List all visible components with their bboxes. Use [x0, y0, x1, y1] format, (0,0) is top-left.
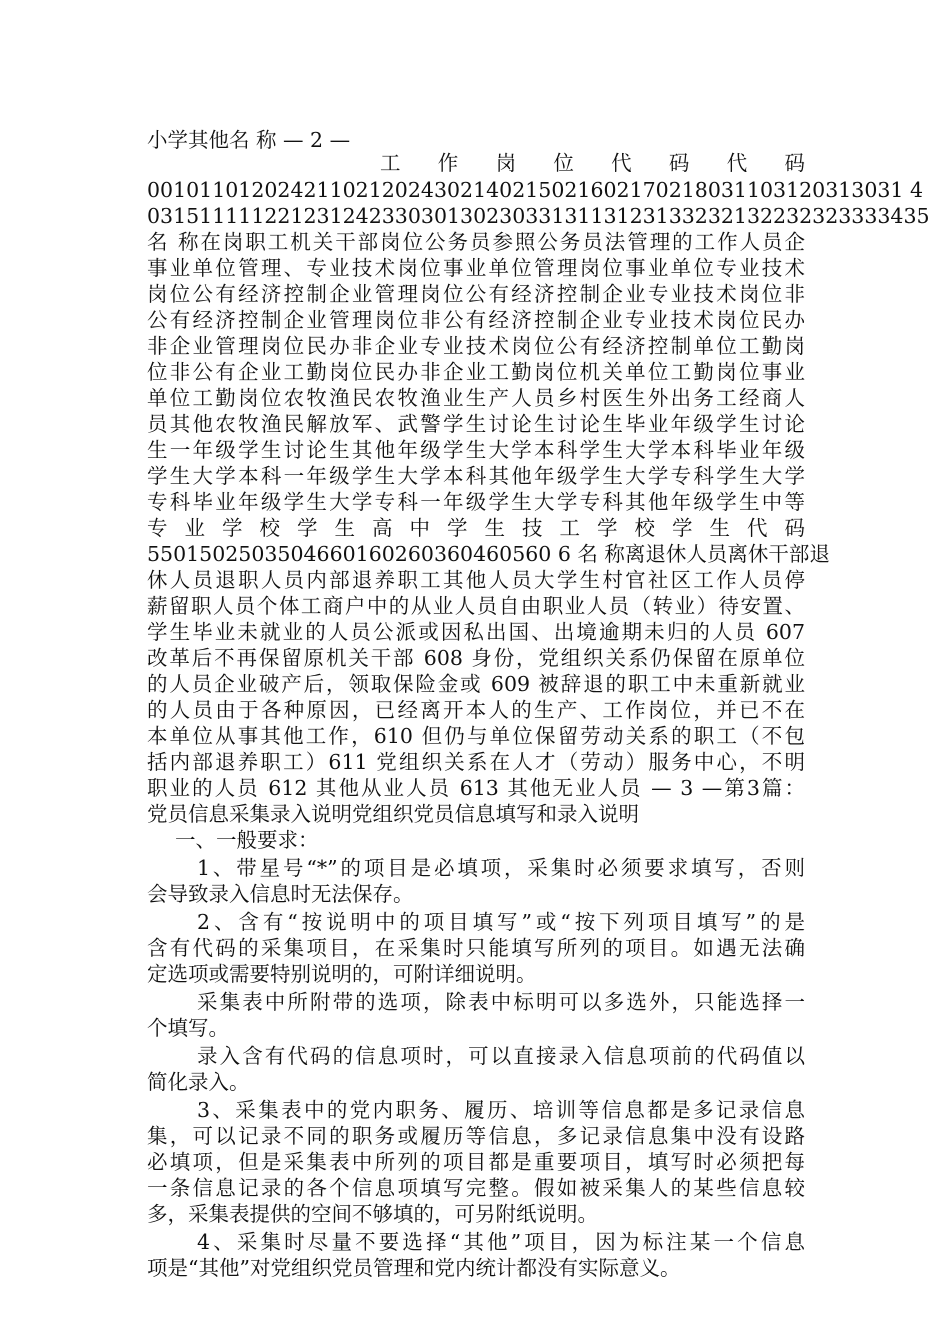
text-line: 岗位公有经济控制企业管理岗位公有经济控制企业专业技术岗位非	[147, 282, 805, 306]
text-line: 员其他农牧渔民解放军、武警学生讨论生讨论生毕业年级学生讨论	[147, 412, 805, 436]
paragraph-line: 4、采集时尽量不要选择“其他”项目，因为标注某一个信息	[197, 1230, 805, 1254]
table-header-line: 工 作 岗 位 代 码 代 码	[380, 151, 805, 175]
paragraph-line: 多，采集表提供的空间不够填的，可另附纸说明。	[147, 1202, 598, 1226]
paragraph-line: 1、带星号“*”的项目是必填项，采集时必须要求填写，否则	[197, 856, 805, 880]
paragraph-line: 集，可以记录不同的职务或履历等信息，多记录信息集中没有设路	[147, 1124, 805, 1148]
text-line: 位非公有企业工勤岗位民办非企业工勤岗位机关单位工勤岗位事业	[147, 360, 805, 384]
paragraph-line: 采集表中所附带的选项，除表中标明可以多选外，只能选择一	[197, 990, 805, 1014]
text-line: 改革后不再保留原机关干部 608 身份，党组织关系仍保留在原单位	[147, 646, 805, 670]
text-line: 学生毕业未就业的人员公派或因私出国、出境逾期未归的人员 607	[147, 620, 805, 644]
text-line: 休人员退职人员内部退养职工其他人员大学生村官社区工作人员停	[147, 568, 805, 592]
text-line: 名 称在岗职工机关干部岗位公务员参照公务员法管理的工作人员企	[147, 230, 805, 254]
paragraph-line: 含有代码的采集项目，在采集时只能填写所列的项目。如遇无法确	[147, 936, 805, 960]
text-line: 职业的人员 612 其他从业人员 613 其他无业人员 — 3 —第3篇：	[147, 776, 805, 800]
code-line: 5501502503504660160260360460560 6 名 称离退休人员离休干部退	[147, 542, 830, 566]
text-line: 括内部退养职工）611 党组织关系在人才（劳动）服务中心，不明	[147, 750, 805, 774]
code-line: 0010110120242110212024302140215021602170218031103120313031 4	[147, 178, 924, 202]
paragraph-line: 录入含有代码的信息项时，可以直接录入信息项前的代码值以	[197, 1044, 805, 1068]
paragraph-line: 项是“其他”对党组织党员管理和党内统计都没有实际意义。	[147, 1256, 681, 1280]
text-line: 学生大学本科一年级学生大学本科其他年级学生大学专科学生大学	[147, 464, 805, 488]
text-line: 薪留职人员个体工商户中的从业人员自由职业人员（转业）待安置、	[147, 594, 805, 618]
text-line: 专科毕业年级学生大学专科一年级学生大学专科其他年级学生中等	[147, 490, 805, 514]
text-line: 公有经济控制企业管理岗位非公有经济控制企业专业技术岗位民办	[147, 308, 805, 332]
paragraph-line: 定选项或需要特别说明的，可附详细说明。	[147, 962, 537, 986]
paragraph-line: 3、采集表中的党内职务、履历、培训等信息都是多记录信息	[197, 1098, 805, 1122]
section-heading: 一、一般要求：	[175, 828, 319, 852]
text-line: 的人员企业破产后，领取保险金或 609 被辞退的职工中未重新就业	[147, 672, 805, 696]
text-line: 单位工勤岗位农牧渔民农牧渔业生产人员乡村医生外出务工经商人	[147, 386, 805, 410]
text-line: 事业单位管理、专业技术岗位事业单位管理岗位事业单位专业技术	[147, 256, 805, 280]
text-line: 小学其他名 称 — 2 —	[147, 128, 351, 152]
code-line: 031511111221231242330301302303313113123133232132232323333435	[147, 204, 930, 228]
paragraph-line: 2、含有“按说明中的项目填写”或“按下列项目填写”的是	[197, 910, 805, 934]
paragraph-line: 个填写。	[147, 1016, 229, 1040]
paragraph-line: 简化录入。	[147, 1070, 250, 1094]
text-line: 的人员由于各种原因，已经离开本人的生产、工作岗位，并已不在	[147, 698, 805, 722]
text-line: 本单位从事其他工作，610 但仍与单位保留劳动关系的职工（不包	[147, 724, 805, 748]
paragraph-line: 一条信息记录的各个信息项填写完整。假如被采集人的某些信息较	[147, 1176, 805, 1200]
text-line: 生一年级学生讨论生其他年级学生大学本科学生大学本科毕业年级	[147, 438, 805, 462]
text-line: 非企业管理岗位民办非企业专业技术岗位公有经济控制单位工勤岗	[147, 334, 805, 358]
text-line: 专 业 学 校 学 生 高 中 学 生 技 工 学 校 学 生 代 码	[147, 516, 805, 540]
paragraph-line: 必填项，但是采集表中所列的项目都是重要项目，填写时必须把每	[147, 1150, 805, 1174]
section-title: 党员信息采集录入说明党组织党员信息填写和录入说明	[147, 802, 639, 826]
paragraph-line: 会导致录入信息时无法保存。	[147, 882, 414, 906]
